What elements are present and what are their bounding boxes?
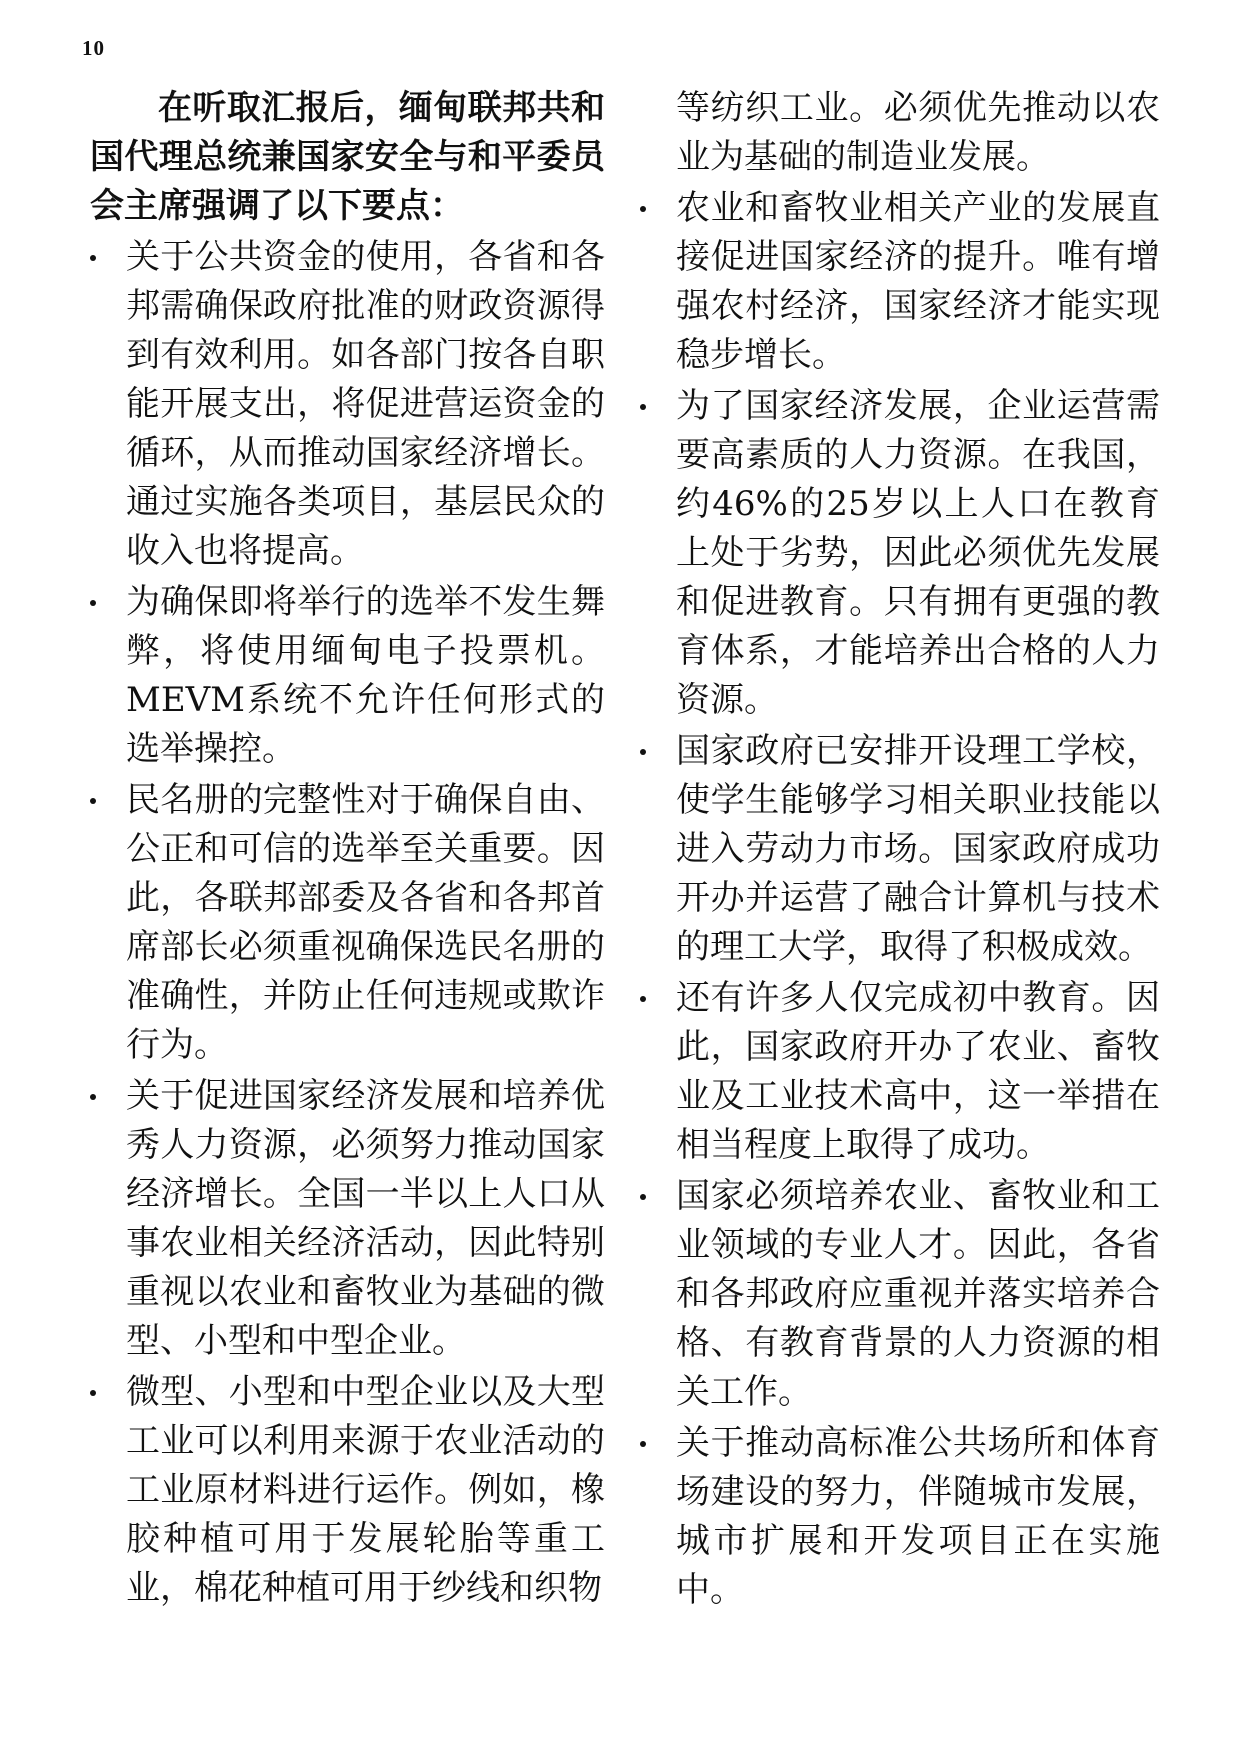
page-number: 10 [82, 36, 105, 60]
bullet-icon [90, 600, 96, 606]
bullet-icon [640, 996, 646, 1002]
list-item-text: 关于公共资金的使用，各省和各邦需确保政府批准的财政资源得到有效利用。如各部门按各自职能开展支出，将促进营运资金的循环，从而推动国家经济增长。通过实施各类项目，基层民众的收入也将提高。 [126, 237, 605, 571]
list-item-text: 民名册的完整性对于确保自由、公正和可信的选举至关重要。因此，各联邦部委及各省和各邦首席部长必须重视确保选民名册的准确性，并防止任何违规或欺诈行为。 [126, 780, 605, 1065]
list-item [640, 727, 1160, 972]
bullet-icon [640, 749, 646, 755]
right-bullet-list [640, 184, 1160, 1615]
bullet-icon [640, 1441, 646, 1447]
list-item [640, 184, 1160, 380]
list-item-text: 为了国家经济发展，企业运营需要高素质的人力资源。在我国，约46%的25岁以上人口在教育上处于劣势，因此必须优先发展和促进教育。只有拥有更强的教育体系，才能培养出合格的人力资源。 [676, 386, 1160, 720]
bullet-icon [640, 1194, 646, 1200]
list-item [90, 578, 605, 774]
list-item-text: 还有许多人仅完成初中教育。因此，国家政府开办了农业、畜牧业及工业技术高中，这一举措在相当程度上取得了成功。 [676, 978, 1160, 1165]
list-item-text: 农业和畜牧业相关产业的发展直接促进国家经济的提升。唯有增强农村经济，国家经济才能实现稳步增长。 [676, 188, 1160, 375]
list-item [90, 233, 605, 576]
list-item [90, 1072, 605, 1366]
bullet-icon [90, 798, 96, 804]
intro-paragraph: 在听取汇报后，缅甸联邦共和国代理总统兼国家安全与和平委员会主席强调了以下要点： [90, 88, 605, 226]
continued-paragraph: 等纺织工业。必须优先推动以农业为基础的制造业发展。 [676, 88, 1160, 177]
left-column [90, 84, 605, 1615]
right-column [640, 84, 1160, 1617]
list-item [640, 1172, 1160, 1417]
bullet-icon [90, 1390, 96, 1396]
list-item [640, 382, 1160, 725]
bullet-icon [640, 206, 646, 212]
list-item-text: 微型、小型和中型企业以及大型工业可以利用来源于农业活动的工业原材料进行运作。例如，橡胶种植可用于发展轮胎等重工业，棉花种植可用于纱线和织物 [126, 1372, 605, 1608]
left-bullet-list [90, 233, 605, 1613]
list-item-text: 国家必须培养农业、畜牧业和工业领域的专业人才。因此，各省和各邦政府应重视并落实培养合格、有教育背景的人力资源的相关工作。 [676, 1176, 1160, 1412]
bullet-icon [90, 1094, 96, 1100]
list-item-text: 关于推动高标准公共场所和体育场建设的努力，伴随城市发展，城市扩展和开发项目正在实施中。 [676, 1423, 1160, 1610]
list-item [640, 974, 1160, 1170]
list-item [90, 776, 605, 1070]
list-item [90, 1368, 605, 1613]
list-item [640, 1419, 1160, 1615]
list-item-text: 为确保即将举行的选举不发生舞弊，将使用缅甸电子投票机。MEVM系统不允许任何形式的选举操控。 [126, 582, 605, 769]
bullet-icon [90, 255, 96, 261]
list-item-text: 关于促进国家经济发展和培养优秀人力资源，必须努力推动国家经济增长。全国一半以上人口从事农业相关经济活动，因此特别重视以农业和畜牧业为基础的微型、小型和中型企业。 [126, 1076, 605, 1361]
list-item-text: 国家政府已安排开设理工学校，使学生能够学习相关职业技能以进入劳动力市场。国家政府成功开办并运营了融合计算机与技术的理工大学，取得了积极成效。 [676, 731, 1160, 967]
bullet-icon [640, 404, 646, 410]
